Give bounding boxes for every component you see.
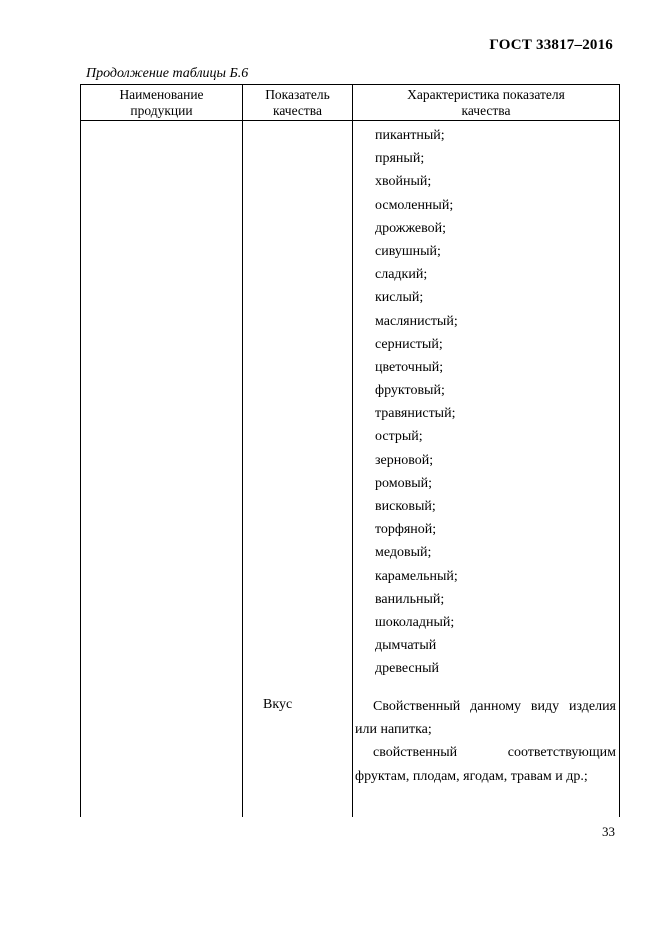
taste-description-paragraph: Свойственный данному виду изделия или напитка; <box>355 699 616 738</box>
parameter-taste: Вкус <box>263 697 293 712</box>
list-item: цветочный; <box>375 359 444 375</box>
list-item: сернистый; <box>375 336 443 352</box>
standard-number: ГОСТ 33817–2016 <box>489 37 613 53</box>
page-number: 33 <box>602 824 615 839</box>
taste-description-paragraph: свойственный соответствующим фруктам, плодам, ягодам, травам и др.; <box>355 745 616 784</box>
table-left-border <box>80 84 81 817</box>
list-item: маслянистый; <box>375 313 458 329</box>
list-item: дымчатый <box>375 638 437 654</box>
column-header-product: Наименование продукции <box>119 86 204 118</box>
list-item: острый; <box>375 429 423 445</box>
list-item: висковый; <box>375 499 436 514</box>
taste-description <box>355 695 616 788</box>
aroma-descriptor-list <box>375 124 458 681</box>
list-item: пикантный; <box>375 128 445 143</box>
list-item: сивушный; <box>375 243 441 259</box>
list-item: ванильный; <box>375 591 445 607</box>
list-item: карамельный; <box>375 568 458 584</box>
list-item: кислый; <box>375 290 424 306</box>
table-column-divider-1 <box>242 84 243 817</box>
list-item: осмоленный; <box>375 197 454 213</box>
list-item: фруктовый; <box>375 383 445 399</box>
list-item: торфяной; <box>375 522 437 538</box>
table-caption: Продолжение таблицы Б.6 <box>86 66 249 81</box>
column-header-parameter: Показатель качества <box>265 86 330 118</box>
list-item: ромовый; <box>375 475 432 491</box>
list-item: медовый; <box>375 545 432 561</box>
list-item: сладкий; <box>375 267 428 283</box>
table-right-border <box>619 84 620 817</box>
list-item: зерновой; <box>375 452 434 468</box>
list-item: травянистый; <box>375 406 456 422</box>
list-item: хвойный; <box>375 174 432 190</box>
column-header-characteristic: Характеристика показателя качества <box>407 86 565 118</box>
table-column-divider-2 <box>352 84 353 817</box>
list-item: шоколадный; <box>375 614 455 630</box>
list-item: дрожжевой; <box>375 220 447 236</box>
quality-table <box>80 84 620 817</box>
list-item: пряный; <box>375 151 425 167</box>
list-item: древесный <box>375 661 440 677</box>
table-header-border <box>80 120 620 121</box>
